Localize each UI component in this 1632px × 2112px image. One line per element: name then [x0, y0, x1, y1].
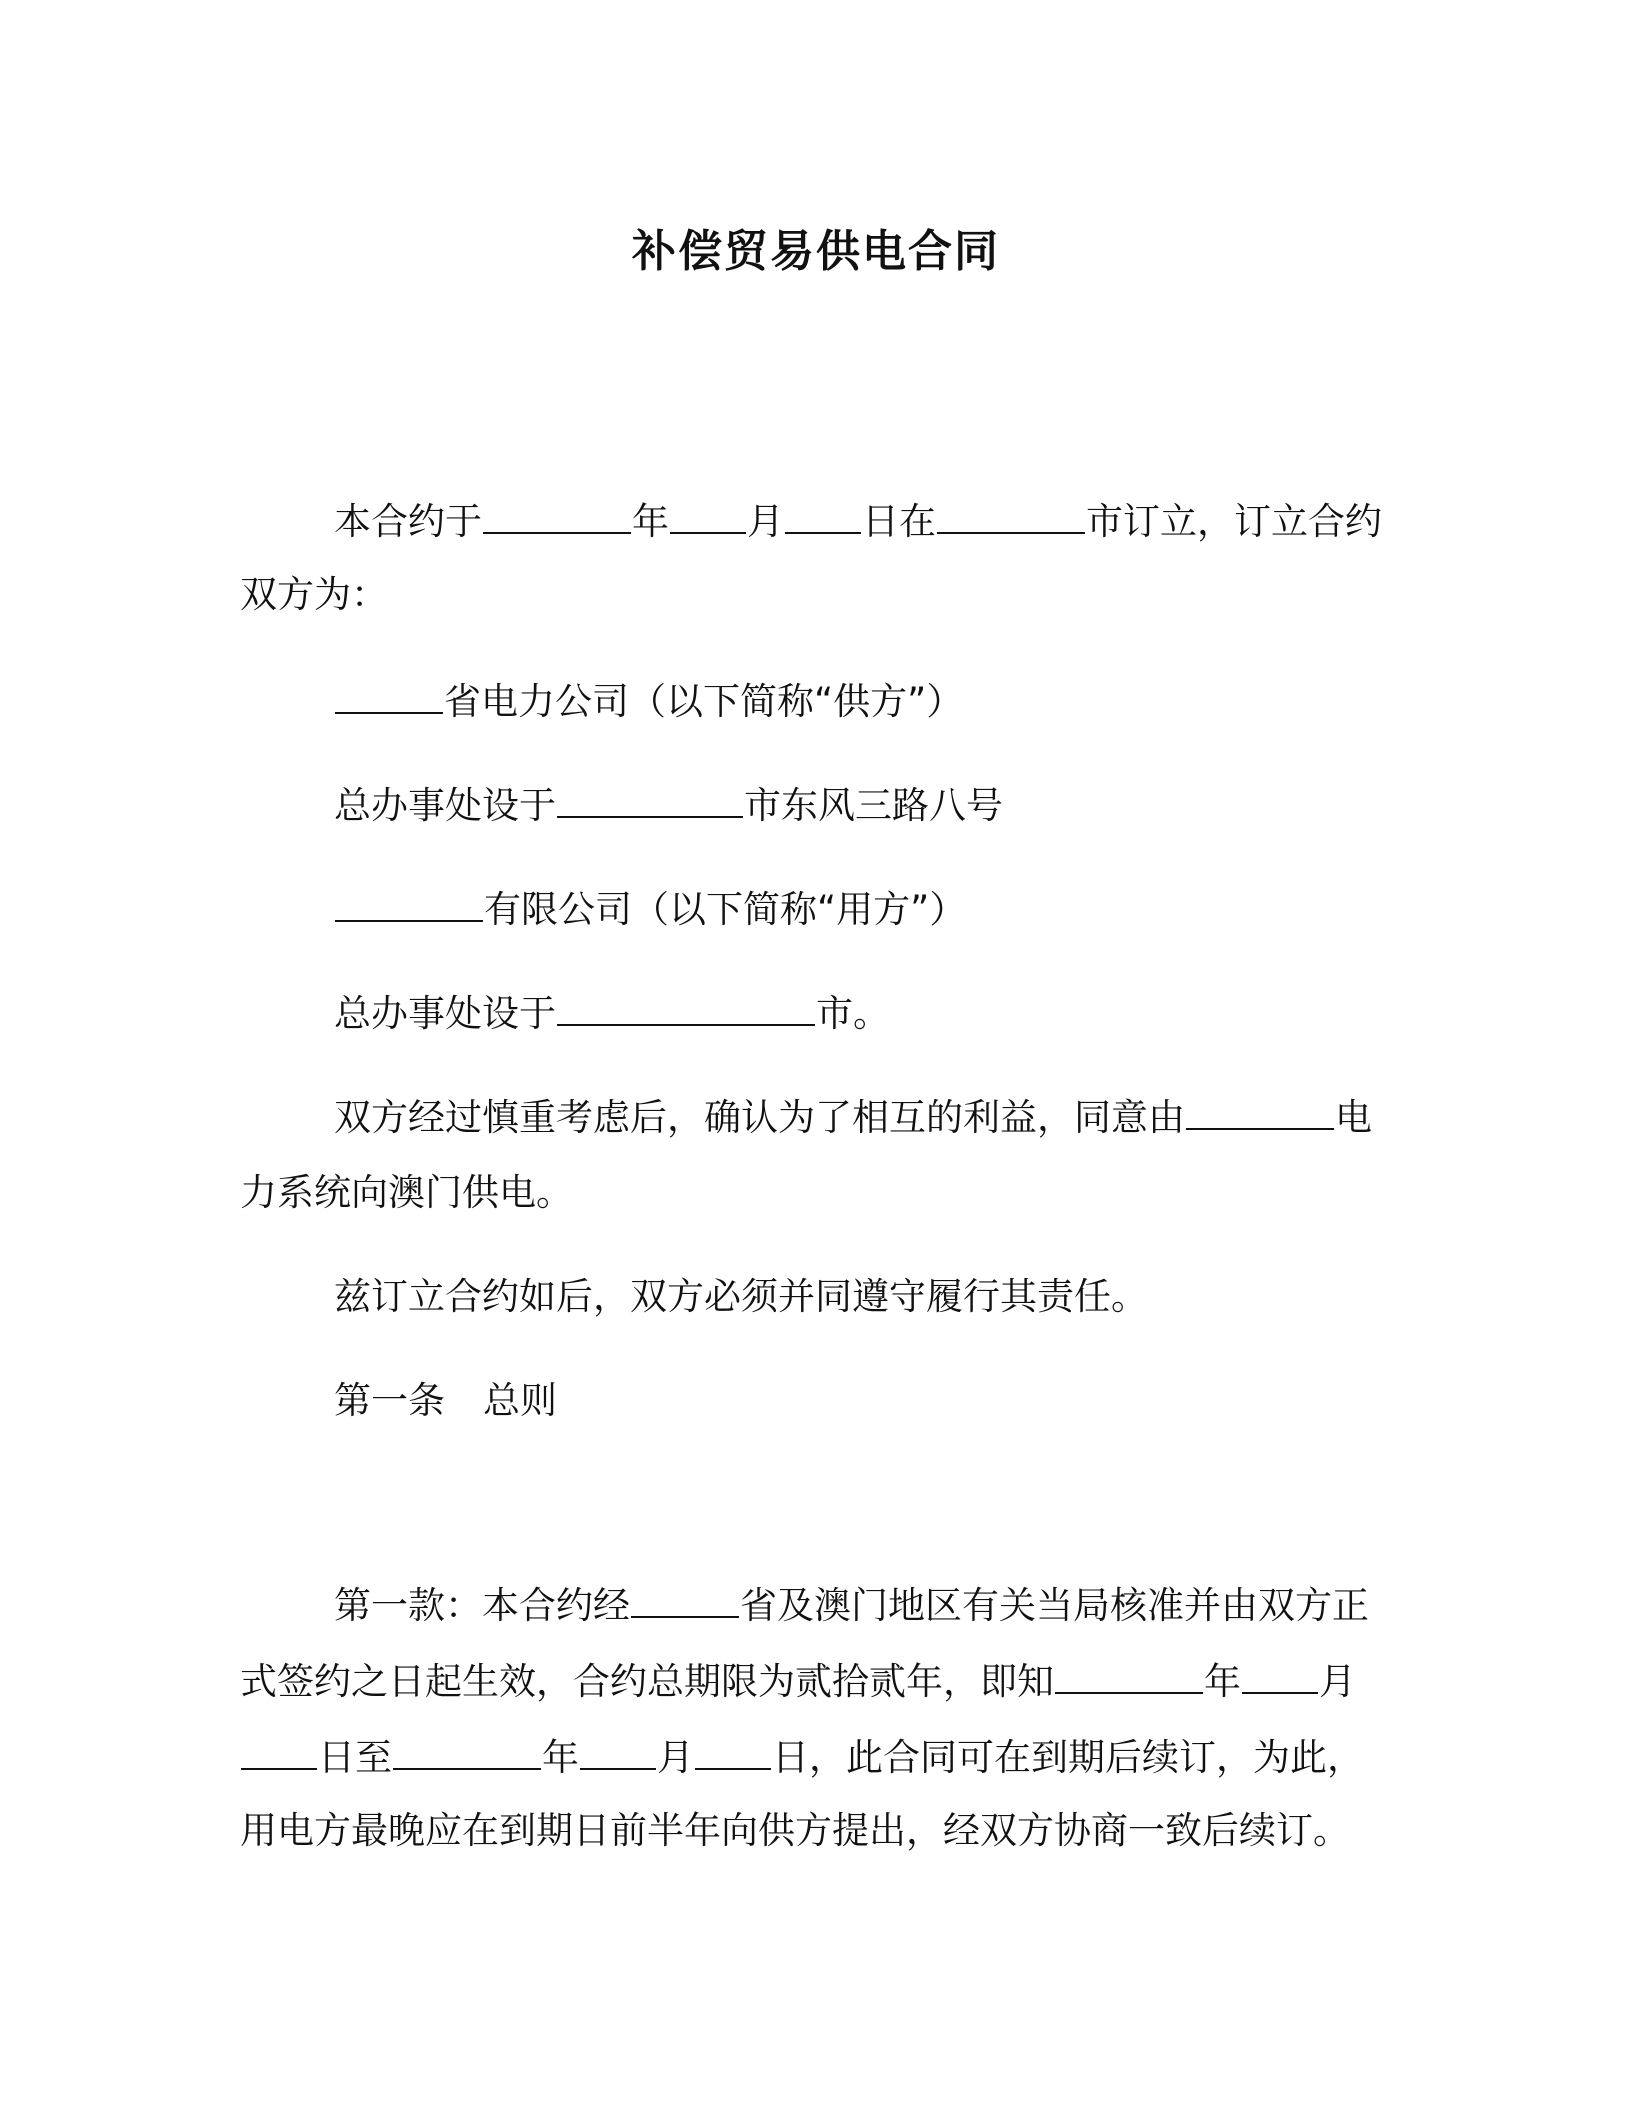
- year-blank: [393, 1730, 541, 1770]
- text-segment: 月: [657, 1736, 694, 1779]
- obligation-line: [334, 1272, 1148, 1322]
- text-segment: 市订立，订立合约: [1086, 500, 1382, 543]
- text-segment: 日，此合同可在到期后续订，为此，: [772, 1736, 1364, 1779]
- supplier-line: [334, 674, 963, 727]
- province-blank: [631, 1578, 739, 1618]
- text-segment: 月: [747, 500, 784, 543]
- text-segment: 用电方最晚应在到期日前半年向供方提出，经双方协商一致后续订。: [240, 1809, 1350, 1852]
- company-blank: [335, 882, 483, 922]
- text-segment: 日至: [318, 1736, 392, 1779]
- text-segment: 力系统向澳门供电。: [240, 1171, 573, 1214]
- section-number: 第一条: [334, 1379, 445, 1422]
- text-segment: 本合约于: [334, 500, 482, 543]
- year-blank: [1055, 1654, 1203, 1694]
- agreement-line: [334, 1090, 1372, 1143]
- text-segment: 双方经过慎重考虑后，确认为了相互的利益，同意由: [334, 1096, 1185, 1139]
- text-segment: 双方为：: [240, 573, 388, 616]
- day-blank: [785, 494, 861, 534]
- month-blank: [1242, 1654, 1318, 1694]
- city-blank: [937, 494, 1085, 534]
- text-segment: 电: [1335, 1096, 1372, 1139]
- clause-one-line-4: [240, 1806, 1350, 1856]
- province-blank: [335, 674, 443, 714]
- month-blank: [670, 494, 746, 534]
- text-segment: 日在: [862, 500, 936, 543]
- user-office-line: [334, 986, 890, 1039]
- contract-date-line: [334, 494, 1382, 547]
- city-blank: [557, 778, 743, 818]
- text-segment: 年: [632, 500, 669, 543]
- document-title: 补偿贸易供电合同: [632, 226, 1000, 277]
- day-blank: [695, 1730, 771, 1770]
- text-segment: 总办事处设于: [334, 992, 556, 1035]
- user-line: [334, 882, 966, 935]
- text-segment: 第一款：本合约经: [334, 1584, 630, 1627]
- section-heading: [334, 1376, 557, 1426]
- system-blank: [1186, 1090, 1334, 1130]
- year-blank: [483, 494, 631, 534]
- parties-intro-line: [240, 570, 388, 620]
- text-segment: 年: [1204, 1660, 1241, 1703]
- clause-one-line-2: [240, 1654, 1356, 1707]
- text-segment: 市。: [816, 992, 890, 1035]
- text-segment: 总办事处设于: [334, 784, 556, 827]
- month-blank: [580, 1730, 656, 1770]
- agreement-line-cont: [240, 1168, 573, 1218]
- text-segment: 市东风三路八号: [744, 784, 1003, 827]
- text-segment: 省电力公司（以下简称“供方”）: [444, 680, 964, 723]
- day-blank: [241, 1730, 317, 1770]
- text-segment: 年: [542, 1736, 579, 1779]
- section-title: 总则: [483, 1379, 557, 1422]
- supplier-office-line: [334, 778, 1003, 831]
- city-blank: [557, 986, 815, 1026]
- text-segment: 月: [1319, 1660, 1356, 1703]
- text-segment: 兹订立合约如后，双方必须并同遵守履行其责任。: [334, 1275, 1148, 1318]
- text-segment: 有限公司（以下简称“用方”）: [484, 888, 967, 931]
- clause-one-line-1: [334, 1578, 1369, 1631]
- text-segment: 省及澳门地区有关当局核准并由双方正: [740, 1584, 1369, 1627]
- text-segment: 式签约之日起生效，合约总期限为贰拾贰年，即知: [240, 1660, 1054, 1703]
- clause-one-line-3: [240, 1730, 1364, 1783]
